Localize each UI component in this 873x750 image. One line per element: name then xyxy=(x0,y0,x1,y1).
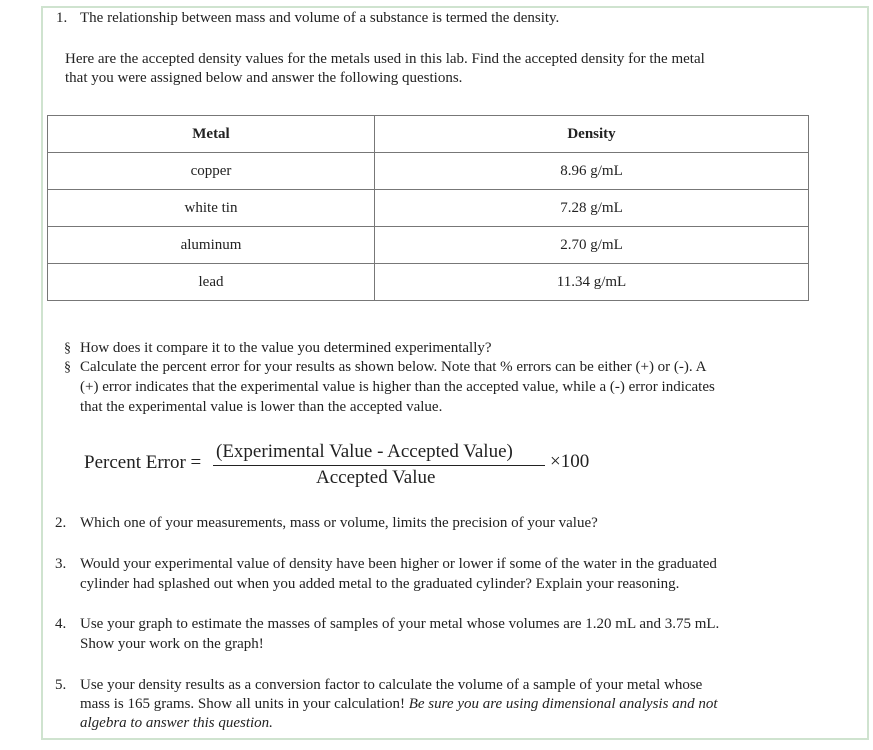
bullet-icon: § xyxy=(64,341,71,356)
q5-line-2 xyxy=(80,695,718,714)
metal-cell: copper xyxy=(48,153,375,190)
q5-line-3-italic: algebra to answer this question. xyxy=(80,715,273,731)
bullet-2-line-2: (+) error indicates that the experimental value is higher than the accepted value, while a (-) error indicates xyxy=(80,379,715,395)
q4-line-1: Use your graph to estimate the masses of samples of your metal whose volumes are 1.20 mL and 3.75 mL. xyxy=(80,616,720,632)
table-row xyxy=(48,264,809,301)
q3-line-1: Would your experimental value of density have been higher or lower if some of the water in the graduated xyxy=(80,556,717,572)
header-density: Density xyxy=(375,116,809,153)
bullet-2-line-1: Calculate the percent error for your results as shown below. Note that % errors can be either (+) or (-). A xyxy=(80,359,707,375)
header-metal: Metal xyxy=(48,116,375,153)
q3-number: 3. xyxy=(55,556,67,572)
formula-denominator: Accepted Value xyxy=(316,467,436,488)
table-row xyxy=(48,227,809,264)
metal-cell: aluminum xyxy=(48,227,375,264)
bullet-2-line-3: that the experimental value is lower than the accepted value. xyxy=(80,399,443,415)
q4-number: 4. xyxy=(55,616,67,632)
q5-number: 5. xyxy=(55,677,67,693)
fraction-bar xyxy=(213,465,545,466)
bullet-icon: § xyxy=(64,360,71,375)
table-header-row xyxy=(48,116,809,153)
metal-cell: lead xyxy=(48,264,375,301)
q1-number: 1. xyxy=(56,10,68,26)
q4-line-2: Show your work on the graph! xyxy=(80,636,264,652)
q5-line-1: Use your density results as a conversion factor to calculate the volume of a sample of your metal whose xyxy=(80,677,703,693)
q2-number: 2. xyxy=(55,515,67,531)
density-cell: 2.70 g/mL xyxy=(375,227,809,264)
density-cell: 8.96 g/mL xyxy=(375,153,809,190)
formula-lhs: Percent Error = xyxy=(84,452,202,473)
table-row xyxy=(48,153,809,190)
q5-line-3 xyxy=(80,714,273,733)
metal-cell: white tin xyxy=(48,190,375,227)
density-cell: 7.28 g/mL xyxy=(375,190,809,227)
density-table xyxy=(47,115,809,301)
q1-text: The relationship between mass and volume of a substance is termed the density. xyxy=(80,10,560,26)
intro-line-2: that you were assigned below and answer the following questions. xyxy=(65,70,463,86)
intro-line-1: Here are the accepted density values for the metals used in this lab. Find the accepted density for the metal xyxy=(65,51,705,67)
formula-multiplier: ×100 xyxy=(550,451,590,472)
q3-line-2: cylinder had splashed out when you added metal to the graduated cylinder? Explain your reasoning. xyxy=(80,576,680,592)
table-row xyxy=(48,190,809,227)
q5-line-2-plain: mass is 165 grams. Show all units in your calculation! xyxy=(80,696,409,712)
formula-numerator: (Experimental Value - Accepted Value) xyxy=(216,441,513,462)
q5-line-2-italic: Be sure you are using dimensional analysis and not xyxy=(408,696,718,712)
density-cell: 11.34 g/mL xyxy=(375,264,809,301)
q2-text: Which one of your measurements, mass or volume, limits the precision of your value? xyxy=(80,515,598,531)
bullet-1-text: How does it compare it to the value you determined experimentally? xyxy=(80,340,492,356)
